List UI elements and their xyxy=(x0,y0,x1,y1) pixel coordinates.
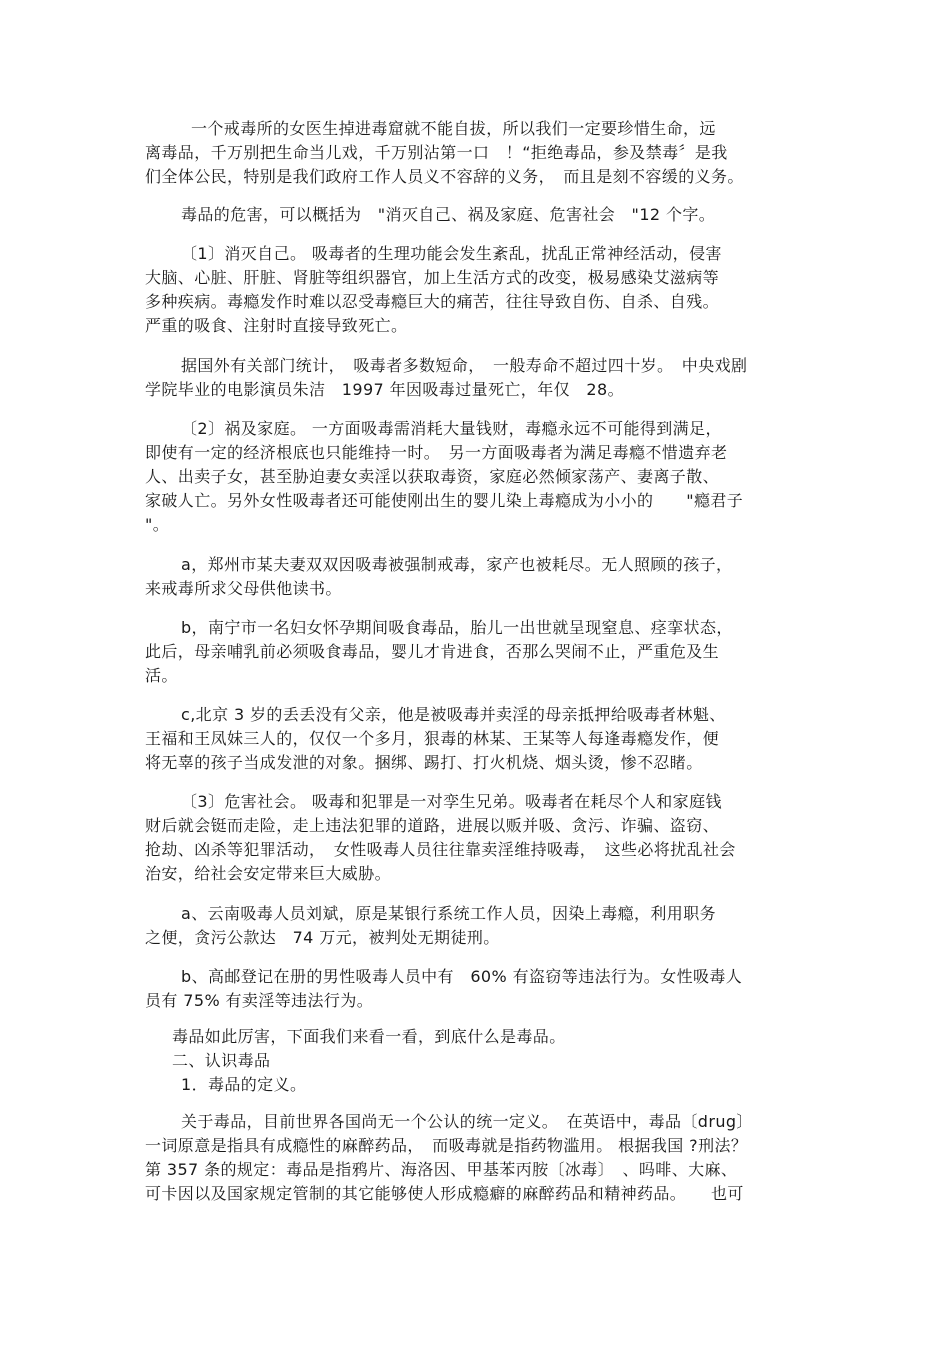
text-line: a、云南吸毒人员刘斌，原是某银行系统工作人员，因染上毒瘾，利用职务 xyxy=(181,904,717,923)
text-line: 毒品如此厉害，下面我们来看一看，到底什么是毒品。 xyxy=(172,1027,566,1046)
paragraph-case-c xyxy=(145,703,815,775)
text-line: 据国外有关部门统计， 吸毒者多数短命， 一般寿命不超过四十岁。 中央戏剧 xyxy=(181,356,748,375)
text-line: 一个戒毒所的女医生掉进毒窟就不能自拔，所以我们一定要珍惜生命，远 xyxy=(191,119,716,138)
text-line: 一词原意是指具有成瘾性的麻醉药品， 而吸毒就是指药物滥用。 根据我国 ?刑法？ xyxy=(145,1136,748,1155)
text-line: 活。 xyxy=(145,666,178,685)
paragraph-transition xyxy=(145,1025,815,1097)
text-line: 来戒毒所求父母供他读书。 xyxy=(145,579,342,598)
text-line: 们全体公民，特别是我们政府工作人员义不容辞的义务， 而且是刻不容缓的义务。 xyxy=(145,167,744,186)
paragraph-statistics xyxy=(145,354,815,402)
text-line: 离毒品，千万别把生命当儿戏，千万别沾第一口 ！“拒绝毒品，参及禁毒〞是我 xyxy=(145,143,728,162)
paragraph-definition xyxy=(145,1110,815,1206)
text-line: 员有 75% 有卖淫等违法行为。 xyxy=(145,991,374,1010)
text-line: 可卡因以及国家规定管制的其它能够使人形成瘾癖的麻醉药品和精神药品。 也可 xyxy=(145,1184,744,1203)
paragraph-case-yunnan xyxy=(145,902,815,950)
paragraph-case-b xyxy=(145,616,815,688)
text-line: "。 xyxy=(145,515,170,534)
text-line: 家破人亡。另外女性吸毒者还可能使刚出生的婴儿染上毒瘾成为小小的 "瘾君子 xyxy=(145,491,744,510)
text-line: 治安，给社会安定带来巨大威胁。 xyxy=(145,864,392,883)
section-heading: 二、认识毒品 xyxy=(172,1051,271,1070)
text-line: 将无辜的孩子当成发泄的对象。捆绑、踢打、打火机烧、烟头烫，惨不忍睹。 xyxy=(145,753,703,772)
text-line: 学院毕业的电影演员朱洁 1997 年因吸毒过量死亡，年仅 28。 xyxy=(145,380,624,399)
paragraph-harm-self xyxy=(145,242,815,338)
text-line: 抢劫、凶杀等犯罪活动， 女性吸毒人员往往靠卖淫维持吸毒， 这些必将扰乱社会 xyxy=(145,840,736,859)
text-line: 人、出卖子女，甚至胁迫妻女卖淫以获取毒资，家庭必然倾家荡产、妻离子散、 xyxy=(145,467,720,486)
text-line: 财后就会铤而走险，走上违法犯罪的道路，进展以贩并吸、贪污、诈骗、盗窃、 xyxy=(145,816,720,835)
paragraph-harm-family xyxy=(145,417,815,537)
paragraph-intro xyxy=(145,117,815,189)
paragraph-case-gaoyou xyxy=(145,965,815,1013)
text-line: 王福和王凤妹三人的，仅仅一个多月，狠毒的林某、王某等人每逢毒瘾发作，便 xyxy=(145,729,720,748)
text-line: 关于毒品，目前世界各国尚无一个公认的统一定义。 在英语中，毒品〔drug〕 xyxy=(181,1112,753,1131)
text-line: 第 357 条的规定：毒品是指鸦片、海洛因、甲基苯丙胺〔冰毒〕 、吗啡、大麻、 xyxy=(145,1160,738,1179)
paragraph-case-a xyxy=(145,553,815,601)
text-line: 即使有一定的经济根底也只能维持一时。 另一方面吸毒者为满足毒瘾不惜遗弃老 xyxy=(145,443,728,462)
text-line: 多种疾病。毒瘾发作时难以忍受毒瘾巨大的痛苦，往往导致自伤、自杀、自残。 xyxy=(145,292,720,311)
text-line: a，郑州市某夫妻双双因吸毒被强制戒毒，家产也被耗尽。无人照顾的孩子， xyxy=(181,555,733,574)
subsection-heading: 1．毒品的定义。 xyxy=(181,1075,307,1094)
text-line: b、高邮登记在册的男性吸毒人员中有 60% 有盗窃等违法行为。女性吸毒人 xyxy=(181,967,743,986)
paragraph-harm-society xyxy=(145,790,815,886)
text-line: 严重的吸食、注射时直接导致死亡。 xyxy=(145,316,408,335)
text-line: 大脑、心脏、肝脏、肾脏等组织器官，加上生活方式的改变，极易感染艾滋病等 xyxy=(145,268,720,287)
text-line: 毒品的危害，可以概括为 "消灭自己、祸及家庭、危害社会 "12 个字。 xyxy=(181,205,716,224)
paragraph-summary xyxy=(145,203,815,227)
text-line: 〔1〕消灭自己。 吸毒者的生理功能会发生紊乱，扰乱正常神经活动，侵害 xyxy=(181,244,722,263)
text-line: 此后，母亲哺乳前必须吸食毒品，婴儿才肯进食，否那么哭闹不止，严重危及生 xyxy=(145,642,720,661)
text-line: 〔3〕危害社会。 吸毒和犯罪是一对孪生兄弟。吸毒者在耗尽个人和家庭钱 xyxy=(181,792,722,811)
text-line: 之便，贪污公款达 74 万元，被判处无期徒刑。 xyxy=(145,928,500,947)
text-line: b，南宁市一名妇女怀孕期间吸食毒品，胎儿一出世就呈现窒息、痉挛状态， xyxy=(181,618,733,637)
text-line: 〔2〕祸及家庭。 一方面吸毒需消耗大量钱财，毒瘾永远不可能得到满足， xyxy=(181,419,722,438)
text-line: c,北京 3 岁的丢丢没有父亲，他是被吸毒并卖淫的母亲抵押给吸毒者林魁、 xyxy=(181,705,726,724)
